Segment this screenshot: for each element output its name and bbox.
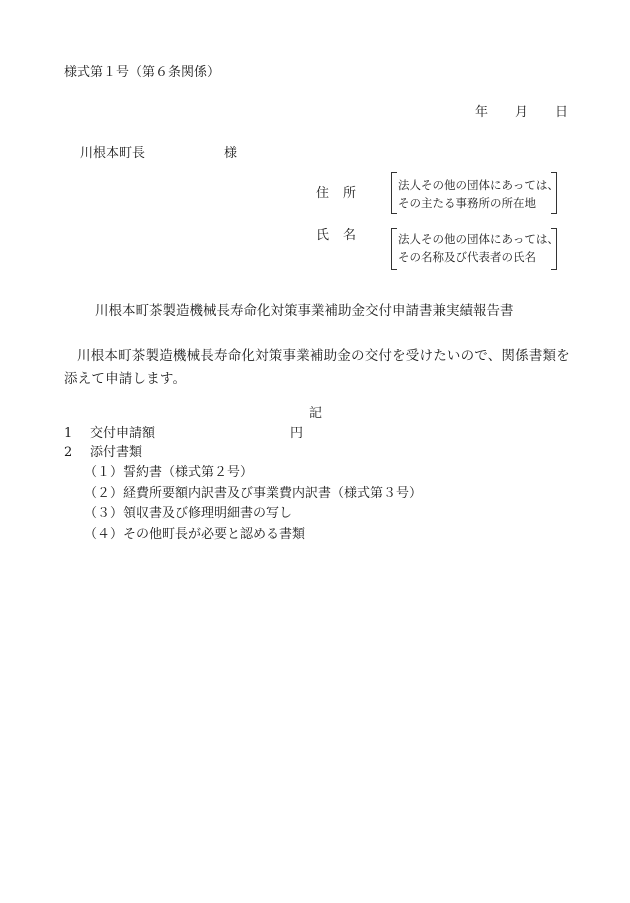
recipient-name: 川根本町長 — [80, 146, 146, 161]
item-1-text: 交付申請額 — [90, 426, 156, 441]
attachment-item-2: （２）経費所要額内訳書及び事業費内訳書（様式第３号） — [84, 486, 423, 501]
attachment-item-1: （１）誓約書（様式第２号） — [84, 465, 254, 480]
address-note-line-2: その主たる事務所の所在地 — [398, 196, 536, 210]
attachment-item-4: （４）その他町長が必要と認める書類 — [84, 527, 306, 542]
address-note-bracket — [391, 173, 557, 213]
date-year-label: 年 — [475, 105, 489, 120]
address-label-char-2: 所 — [343, 186, 357, 201]
item-2-text: 添付書類 — [90, 445, 143, 460]
body-paragraph: 川根本町茶製造機械長寿命化対策事業補助金の交付を受けたいので、関係書類を添えて申請します。 — [64, 348, 570, 387]
address-label-char-1: 住 — [316, 186, 330, 201]
item-1-unit: 円 — [290, 426, 304, 441]
name-label-char-2: 名 — [343, 228, 357, 243]
name-note-line-1: 法人その他の団体にあっては、 — [398, 232, 559, 246]
item-2-number: 2 — [64, 445, 73, 460]
name-label — [316, 229, 356, 242]
address-label — [316, 187, 356, 200]
date-day-label: 日 — [555, 105, 569, 120]
ki-heading: 記 — [309, 406, 323, 421]
document-title: 川根本町茶製造機械長寿命化対策事業補助金交付申請書兼実績報告書 — [95, 303, 514, 319]
name-label-char-1: 氏 — [316, 228, 330, 243]
item-1-number: 1 — [64, 426, 73, 441]
address-note-line-1: 法人その他の団体にあっては、 — [398, 178, 559, 192]
recipient-honorific: 様 — [224, 146, 238, 161]
name-note-line-2: その名称及び代表者の氏名 — [398, 250, 536, 264]
name-note-bracket — [391, 229, 557, 269]
date-month-label: 月 — [515, 105, 529, 120]
attachment-item-3: （３）領収書及び修理明細書の写し — [84, 506, 293, 521]
form-number: 様式第１号（第６条関係） — [64, 65, 221, 80]
